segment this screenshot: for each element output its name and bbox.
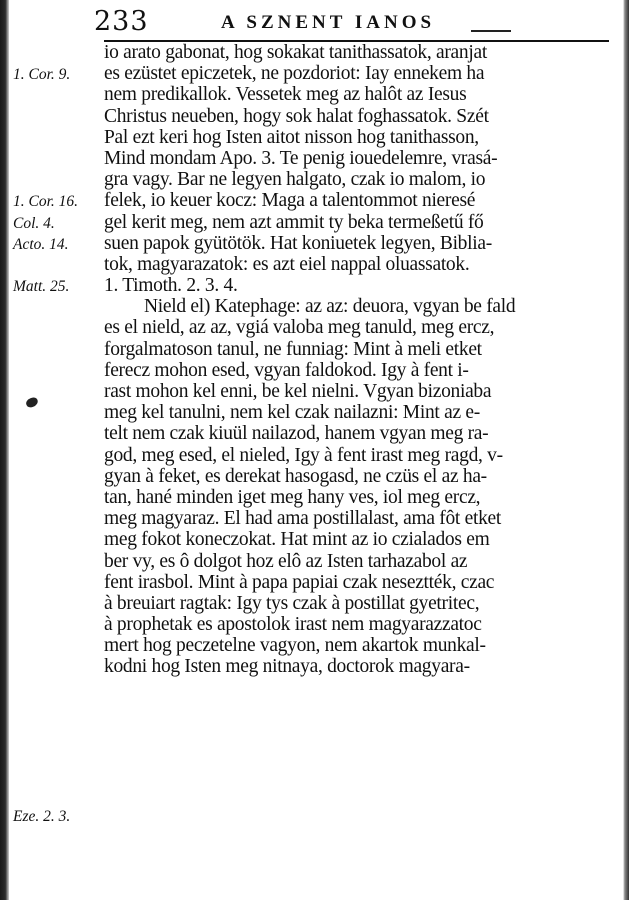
text-line: ber vy, es ô dolgot hoz elô az Isten tarhazabol az [104,550,468,572]
scan-left-edge [0,0,9,900]
margin-reference: 1. Cor. 16. [13,193,79,211]
text-line: suen papok gyütötök. Hat koniuetek legyen, Biblia- [104,232,492,254]
page-header [86,6,616,40]
text-line: à prophetak es apostolok irast nem magyarazzatoc [104,614,482,636]
text-line: es ezüstet epiczetek, ne pozdoriot: Iay ennekem ha [104,63,485,85]
text-line: gra vagy. Bar ne legyen halgato, czak io malom, io [104,169,486,191]
text-line: rast mohon kel enni, be kel nielni. Vgyan bizoniaba [104,381,492,402]
text-line: meg magyaraz. El had ama postillalast, ama fôt etket [104,508,501,530]
text-line: à breuiart ragtak: Igy tys czak à postillat gyetritec, [104,592,480,614]
margin-reference: Matt. 25. [13,278,70,296]
text-line: es el nield, az az, vgiá valoba meg tanuld, meg ercz, [104,317,495,339]
text-line: fent irasbol. Mint à papa papiai czak neseztték, czac [104,571,495,593]
text-line: forgalmatoson tanul, ne funniag: Mint à meli etket [104,338,482,360]
text-line: meg kel tanulni, nem kel czak nailazni: Mint az e- [104,402,480,424]
text-line: god, meg esed, el nieled, Igy à fent irast meg ragd, v- [104,444,503,466]
scan-right-edge [623,0,629,900]
text-line: io arato gabonat, hog sokakat tanithassatok, aranjat [104,42,487,63]
text-line: ferecz mohon esed, vgyan faldokod. Igy à fent i- [104,359,469,381]
text-line: Pal ezt keri hog Isten aitot nisson hog tanithasson, [104,126,479,148]
text-line: 1. Timoth. 2. 3. 4. [104,275,238,297]
ink-blot [25,396,39,409]
text-line: tan, hané minden iget meg hany ves, iol meg ercz, [104,486,481,508]
body-text [104,42,612,678]
header-dash [471,30,511,32]
text-line: Christus neueben, hogy sok halat foghassatok. Szét [104,105,489,127]
text-line: nem predikallok. Vessetek meg az halôt az Iesus [104,84,467,106]
page-number: 233 [94,6,149,37]
text-line: Mind mondam Apo. 3. Te penig iouedelemre, vrasá- [104,147,498,169]
text-line: mert hog peczetelne vagyon, nem akartok munkal- [104,635,486,657]
text-line: Nield el) Katephage: az az: deuora, vgyan be fald [144,296,516,318]
margin-reference: 1. Cor. 9. [13,66,71,84]
text-line: gel kerit meg, nem azt ammit ty beka termeßetű fő [104,211,484,233]
margin-reference: Acto. 14. [13,235,69,253]
text-line: kodni hog Isten meg nitnaya, doctorok magyara- [104,656,470,678]
margin-reference: Col. 4. [13,214,55,232]
text-line: tok, magyarazatok: es azt eiel nappal oluassatok. [104,253,470,275]
text-line: gyan à feket, es derekat hasogasd, ne czüs el az ha- [104,465,487,487]
text-line: meg fokot koneczokat. Hat mint az io czialados em [104,529,490,551]
text-line: telt nem czak kiuül nailazod, hanem vgyan meg ra- [104,423,489,445]
margin-reference: Eze. 2. 3. [13,808,71,826]
running-head: A SZNENT IANOS [221,12,436,33]
text-line: felek, io keuer kocz: Maga a talentommot nieresé [104,190,476,212]
